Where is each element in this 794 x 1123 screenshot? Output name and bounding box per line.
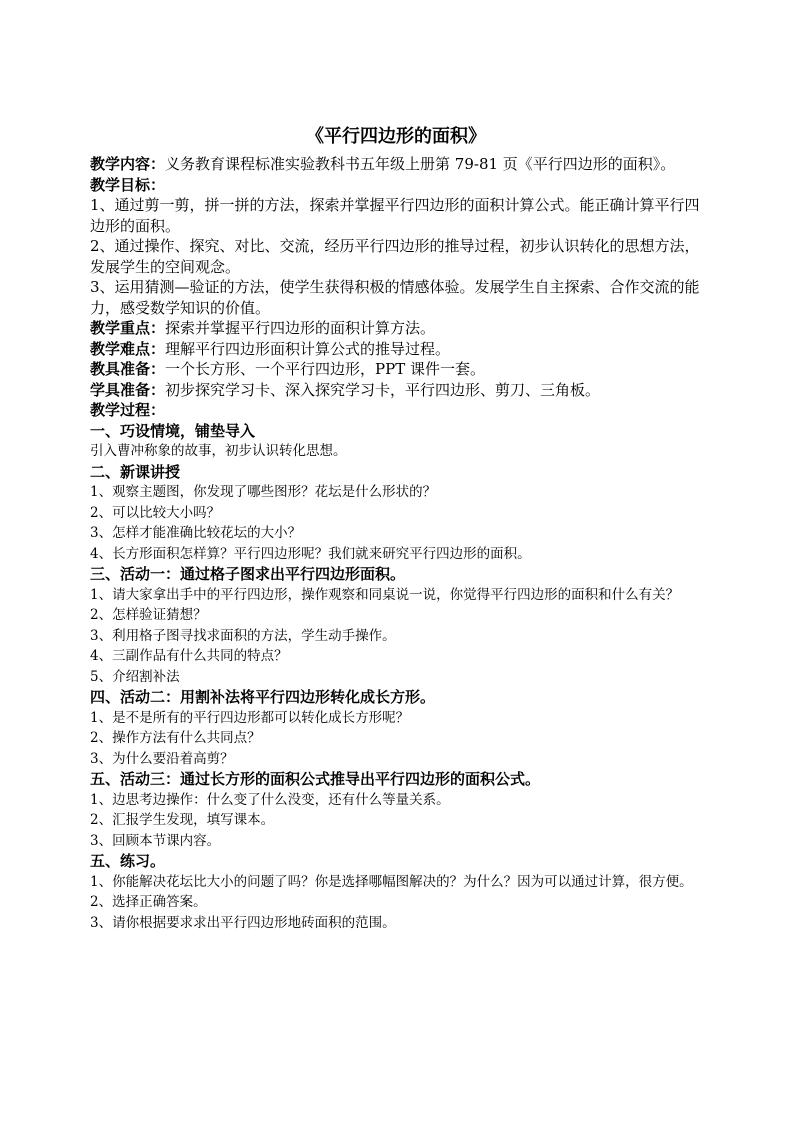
student-prep-label: 学具准备： xyxy=(90,380,166,399)
document-page xyxy=(90,120,702,933)
teacher-prep-text: 一个长方形、一个平行四边形，PPT 课件一套。 xyxy=(165,360,485,378)
section-heading: 四、活动二：用割补法将平行四边形转化成长方形。 xyxy=(90,688,436,706)
section-item: 2、可以比较大小吗？ xyxy=(90,504,221,521)
section-item: 5、介绍割补法 xyxy=(90,668,180,685)
section-heading: 三、活动一：通过格子图求出平行四边形面积。 xyxy=(90,565,406,583)
section-item: 3、利用格子图寻找求面积的方法，学生动手操作。 xyxy=(90,627,396,644)
section-item: 2、操作方法有什么共同点？ xyxy=(90,730,261,746)
page-title: 《平行四边形的面积》 xyxy=(306,126,486,147)
section-item: 4、长方形面积怎样算？平行四边形呢？我们就来研究平行四边形的面积。 xyxy=(90,545,531,562)
teacher-prep xyxy=(90,359,702,380)
teaching-content-text: 义务教育课程标准实验教科书五年级上册第 79-81 页《平行四边形的面积》。 xyxy=(165,155,676,173)
teacher-prep-label: 教具准备： xyxy=(90,360,166,378)
section-heading: 二、新课讲授 xyxy=(90,462,181,481)
teaching-content xyxy=(90,154,702,175)
section-item: 4、三副作品有什么共同的特点？ xyxy=(90,648,288,664)
section-item: 3、请你根据要求求出平行四边形地砖面积的范围。 xyxy=(90,914,396,931)
goal-item: 3、运用猜测—验证的方法，使学生获得积极的情感体验。发展学生自主探索、合作交流的能力，感受数学知识的价值。 xyxy=(90,278,700,317)
section-item: 2、怎样验证猜想？ xyxy=(90,607,207,623)
difficulty xyxy=(90,339,702,360)
section-heading: 五、练习。 xyxy=(90,852,166,870)
teaching-goals-heading: 教学目标： xyxy=(90,175,166,194)
goal-item: 1、通过剪一剪，拼一拼的方法，探索并掌握平行四边形的面积计算公式。能正确计算平行四边形的面积。 xyxy=(90,196,700,235)
section-item: 2、选择正确答案。 xyxy=(90,894,207,910)
key-point-label: 教学重点： xyxy=(90,319,166,337)
goal-item: 2、通过操作、探究、对比、交流，经历平行四边形的推导过程，初步认识转化的思想方法，发展学生的空间观念。 xyxy=(90,237,700,276)
section-item: 1、边思考边操作：什么变了什么没变，还有什么等量关系。 xyxy=(90,791,450,808)
student-prep xyxy=(90,380,702,401)
section-item: 1、你能解决花坛比大小的问题了吗？你是选择哪幅图解决的？为什么？因为可以通过计算，很方便。 xyxy=(90,873,693,890)
key-point-text: 探索并掌握平行四边形的面积计算方法。 xyxy=(165,319,436,337)
section-item: 1、观察主题图，你发现了哪些图形？花坛是什么形状的？ xyxy=(90,484,437,500)
section-item: 1、请大家拿出手中的平行四边形，操作观察和同桌说一说，你觉得平行四边形的面积和什么有关？ xyxy=(90,586,680,603)
difficulty-label: 教学难点： xyxy=(90,339,166,358)
difficulty-text: 理解平行四边形面积计算公式的推导过程。 xyxy=(165,339,451,358)
section-item: 1、是不是所有的平行四边形都可以转化成长方形呢？ xyxy=(90,709,410,726)
section-item: 3、为什么要沿着高剪？ xyxy=(90,750,234,767)
section-item: 引入曹冲称象的故事，初步认识转化思想。 xyxy=(90,443,347,459)
key-point xyxy=(90,318,702,339)
section-heading: 一、巧设情境，铺垫导入 xyxy=(90,421,256,440)
section-item: 3、怎样才能准确比较花坛的大小？ xyxy=(90,525,302,541)
process-heading: 教学过程： xyxy=(90,401,166,419)
teaching-content-label: 教学内容： xyxy=(90,155,166,173)
section-item: 3、回顾本节课内容。 xyxy=(90,832,221,849)
section-item: 2、汇报学生发现，填写课本。 xyxy=(90,812,275,828)
student-prep-text: 初步探究学习卡、深入探究学习卡，平行四边形、剪刀、三角板。 xyxy=(165,380,601,399)
section-heading: 五、活动三：通过长方形的面积公式推导出平行四边形的面积公式。 xyxy=(90,770,541,788)
